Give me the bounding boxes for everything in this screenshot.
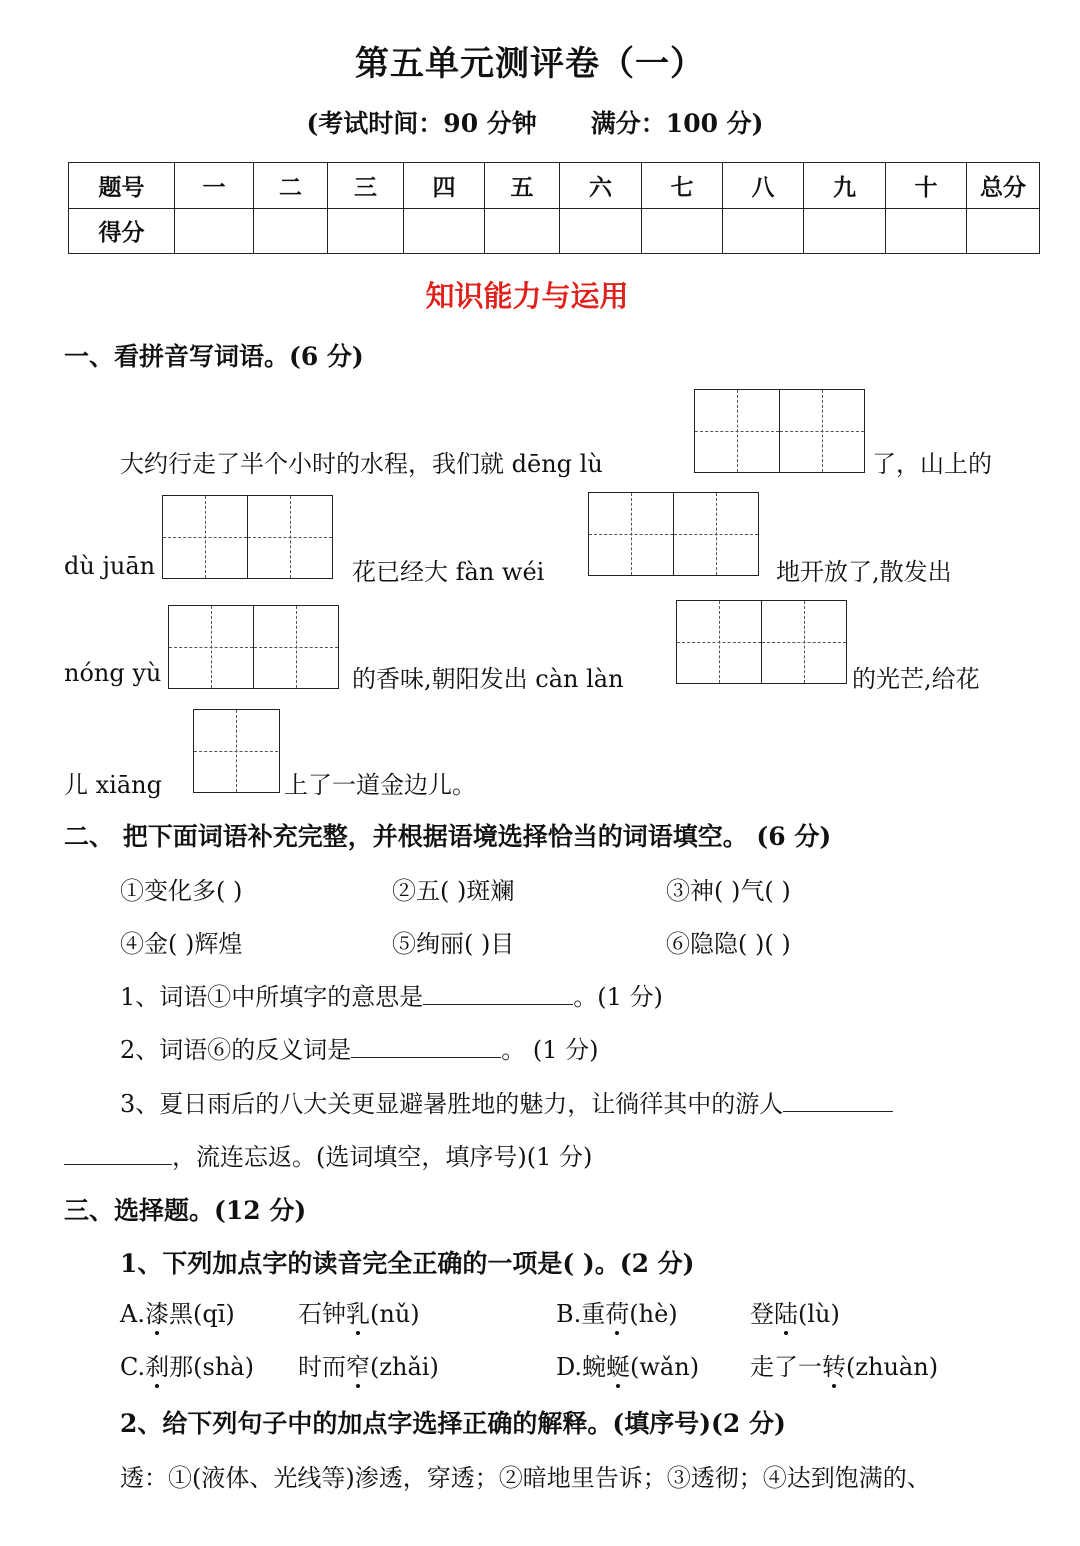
option-text: 石钟	[298, 1300, 346, 1328]
answer-blank[interactable]	[64, 1142, 172, 1165]
page-title: 第五单元测评卷（一）	[355, 44, 705, 84]
option-d	[556, 1347, 699, 1382]
dotted-char: 漆	[145, 1294, 169, 1329]
option-text: (lù)	[798, 1300, 840, 1328]
option-label: A.	[120, 1300, 145, 1328]
q2-word: ②五( )斑斓	[392, 877, 515, 905]
q1-text: 大约行走了半个小时的水程，我们就 dēng lù	[120, 450, 603, 478]
q2-word: ⑥隐隐( )( )	[666, 930, 791, 958]
exam-time: (考试时间：90 分钟	[306, 109, 537, 138]
score-input-cell[interactable]	[967, 208, 1040, 254]
q2-sub1-text: 1、词语①中所填字的意思是	[120, 983, 424, 1011]
score-input-cell[interactable]	[404, 208, 485, 254]
option-c	[120, 1347, 254, 1382]
score-input-cell[interactable]	[485, 208, 560, 254]
option-text: 时而	[298, 1353, 346, 1381]
q2-word: ⑤绚丽( )目	[392, 930, 515, 958]
table-cell: 得分	[69, 208, 175, 254]
writing-grid[interactable]	[694, 389, 865, 473]
table-cell: 六	[560, 163, 642, 209]
q1-text: 的光芒,给花	[852, 665, 980, 693]
q1-text: 的香味,朝阳发出 càn làn	[352, 665, 624, 693]
q2-heading: 二、 把下面词语补充完整，并根据语境选择恰当的词语填空。 (6 分)	[64, 822, 832, 851]
table-cell: 十	[886, 163, 967, 209]
table-cell: 八	[723, 163, 804, 209]
table-cell: 三	[328, 163, 404, 209]
q1-pinyin: nóng yù	[64, 659, 162, 687]
score-input-cell[interactable]	[560, 208, 642, 254]
score-input-cell[interactable]	[642, 208, 723, 254]
q2-sub1	[120, 977, 663, 1012]
q1-pinyin: 儿 xiāng	[64, 771, 162, 799]
table-cell: 总分	[967, 163, 1040, 209]
dotted-char: 窄	[346, 1347, 370, 1382]
q3-sub1: 1、下列加点字的读音完全正确的一项是( )。(2 分)	[120, 1249, 695, 1278]
section-title: 知识能力与运用	[425, 279, 629, 313]
option-text: (zhǎi)	[370, 1353, 439, 1381]
dotted-char: 荷	[605, 1294, 629, 1329]
table-cell: 四	[404, 163, 485, 209]
dotted-char: 陆	[774, 1294, 798, 1329]
q2-word: ④金( )辉煌	[120, 930, 243, 958]
option-a-word2	[298, 1294, 420, 1329]
table-cell: 一	[175, 163, 254, 209]
score-table-header-row	[69, 163, 1040, 209]
q2-sub1-score: 。(1 分)	[573, 983, 663, 1011]
dotted-char: 乳	[346, 1294, 370, 1329]
exam-full-score: 满分：100 分)	[590, 109, 764, 138]
q1-text: 花已经大 fàn wéi	[352, 558, 545, 586]
writing-grid[interactable]	[193, 709, 280, 793]
score-input-cell[interactable]	[886, 208, 967, 254]
answer-blank[interactable]	[783, 1089, 893, 1112]
table-cell: 二	[254, 163, 328, 209]
table-cell: 五	[485, 163, 560, 209]
option-label: C.	[120, 1353, 146, 1381]
writing-grid[interactable]	[162, 495, 333, 579]
q2-sub2	[120, 1030, 599, 1065]
writing-grid[interactable]	[676, 600, 847, 684]
option-d-word2	[750, 1347, 938, 1382]
option-c-word2	[298, 1347, 439, 1382]
option-text: 重	[581, 1300, 606, 1328]
option-text: (zhuàn)	[846, 1353, 939, 1381]
q1-heading: 一、看拼音写词语。(6 分)	[64, 342, 364, 371]
dotted-char: 转	[822, 1347, 846, 1382]
q2-sub2-text: 2、词语⑥的反义词是	[120, 1036, 352, 1064]
score-input-cell[interactable]	[723, 208, 804, 254]
exam-info	[0, 104, 1070, 140]
option-label: B.	[556, 1300, 582, 1328]
q3-heading: 三、选择题。(12 分)	[64, 1196, 307, 1225]
table-cell: 七	[642, 163, 723, 209]
writing-grid[interactable]	[168, 605, 339, 689]
score-input-cell[interactable]	[175, 208, 254, 254]
q2-sub3	[120, 1084, 893, 1119]
table-cell: 九	[804, 163, 886, 209]
option-text: 那(shà)	[169, 1353, 254, 1381]
option-text: 蜿	[582, 1353, 607, 1381]
option-label: D.	[556, 1353, 583, 1381]
dotted-char: 刹	[145, 1347, 169, 1382]
score-table	[68, 162, 1040, 254]
table-cell: 题号	[69, 163, 175, 209]
option-text: 走了一	[750, 1353, 822, 1381]
option-b-word2	[750, 1294, 840, 1329]
q1-text: 了，山上的	[872, 450, 992, 478]
score-input-cell[interactable]	[254, 208, 328, 254]
score-input-cell[interactable]	[804, 208, 886, 254]
option-a	[120, 1294, 235, 1329]
option-text: (wǎn)	[630, 1353, 700, 1381]
q1-text: 地开放了,散发出	[776, 558, 952, 586]
writing-grid[interactable]	[588, 492, 759, 576]
option-text: 黑(qī)	[168, 1300, 235, 1328]
q2-sub3-cont	[64, 1137, 592, 1172]
answer-blank[interactable]	[423, 982, 573, 1005]
option-text: 登	[750, 1300, 774, 1328]
q3-sub2-definition: 透：①(液体、光线等)渗透，穿透；②暗地里告诉；③透彻；④达到饱满的、	[120, 1464, 931, 1492]
q2-word: ③神( )气( )	[666, 877, 791, 905]
q2-word: ①变化多( )	[120, 877, 243, 905]
q2-sub3-text: 3、夏日雨后的八大关更显避暑胜地的魅力，让徜徉其中的游人	[120, 1090, 784, 1118]
dotted-char: 蜒	[606, 1347, 630, 1382]
q2-sub2-score: 。 (1 分)	[501, 1036, 599, 1064]
score-input-cell[interactable]	[328, 208, 404, 254]
q1-pinyin: dù juān	[64, 552, 156, 580]
answer-blank[interactable]	[351, 1035, 501, 1058]
option-b	[556, 1294, 678, 1329]
option-text: (nǔ)	[370, 1300, 420, 1328]
score-table-score-row	[69, 208, 1040, 254]
q3-sub2: 2、给下列句子中的加点字选择正确的解释。(填序号)(2 分)	[120, 1409, 786, 1438]
q1-text: 上了一道金边儿。	[284, 771, 476, 799]
q2-sub3-text2: ，流连忘返。(选词填空，填序号)(1 分)	[172, 1143, 593, 1171]
option-text: (hè)	[629, 1300, 678, 1328]
